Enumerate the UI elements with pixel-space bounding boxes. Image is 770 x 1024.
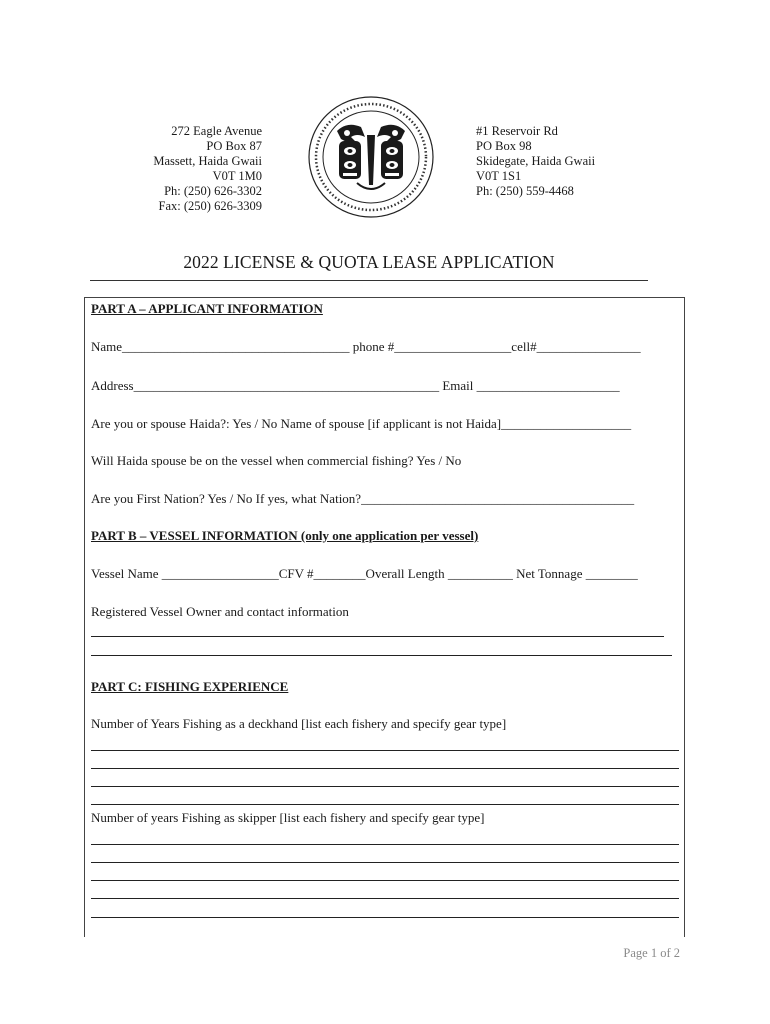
skipper-input-line[interactable] <box>91 844 679 845</box>
address-email-field[interactable]: Address_______________________________________________ Email ______________________ <box>91 378 620 393</box>
title-divider <box>90 280 648 281</box>
right-address-line: PO Box 98 <box>476 139 532 153</box>
right-address-line: Skidegate, Haida Gwaii <box>476 154 596 168</box>
left-address-line: Massett, Haida Gwaii <box>153 154 262 168</box>
page-number: Page 1 of 2 <box>623 946 680 960</box>
right-address-line: Ph: (250) 559-4468 <box>476 184 574 198</box>
left-address-block <box>100 124 262 214</box>
right-address-line: #1 Reservoir Rd <box>476 124 558 138</box>
vessel-owner-label: Registered Vessel Owner and contact information <box>91 604 349 619</box>
skipper-input-line[interactable] <box>91 917 679 918</box>
right-address-block <box>476 124 676 199</box>
deckhand-input-line[interactable] <box>91 750 679 751</box>
first-nation-field[interactable]: Are you First Nation? Yes / No If yes, what Nation?__________________________________________ <box>91 491 635 506</box>
vessel-details-field[interactable]: Vessel Name __________________CFV #________Overall Length __________ Net Tonnage ________ <box>91 566 638 581</box>
deckhand-input-line[interactable] <box>91 804 679 805</box>
part-c-heading: PART C: FISHING EXPERIENCE <box>91 679 289 694</box>
right-address-line: V0T 1S1 <box>476 169 522 183</box>
skipper-input-line[interactable] <box>91 862 679 863</box>
haida-spouse-field[interactable]: Are you or spouse Haida?: Yes / No Name of spouse [if applicant is not Haida]____________________ <box>91 416 632 431</box>
name-phone-cell-field[interactable]: Name___________________________________ phone #__________________cell#________________ <box>91 339 641 354</box>
deckhand-input-line[interactable] <box>91 768 679 769</box>
vessel-owner-input-line[interactable] <box>91 636 664 637</box>
left-address-line: Ph: (250) 626-3302 <box>164 184 262 198</box>
skipper-experience-label: Number of years Fishing as skipper [list each fishery and specify gear type] <box>91 810 485 825</box>
deckhand-experience-label: Number of Years Fishing as a deckhand [list each fishery and specify gear type] <box>91 716 507 731</box>
document-title: 2022 LICENSE & QUOTA LEASE APPLICATION <box>183 252 555 272</box>
part-a-heading: PART A – APPLICANT INFORMATION <box>91 301 323 316</box>
skipper-input-line[interactable] <box>91 880 679 881</box>
left-address-line: PO Box 87 <box>206 139 262 153</box>
haida-eagle-raven-seal-icon <box>307 95 435 219</box>
part-b-heading: PART B – VESSEL INFORMATION (only one application per vessel) <box>91 528 479 543</box>
spouse-on-vessel-field[interactable]: Will Haida spouse be on the vessel when commercial fishing? Yes / No <box>91 453 462 468</box>
vessel-owner-input-line[interactable] <box>91 655 672 656</box>
deckhand-input-line[interactable] <box>91 786 679 787</box>
skipper-input-line[interactable] <box>91 898 679 899</box>
left-address-line: Fax: (250) 626-3309 <box>158 199 262 213</box>
left-address-line: V0T 1M0 <box>212 169 262 183</box>
left-address-line: 272 Eagle Avenue <box>171 124 262 138</box>
